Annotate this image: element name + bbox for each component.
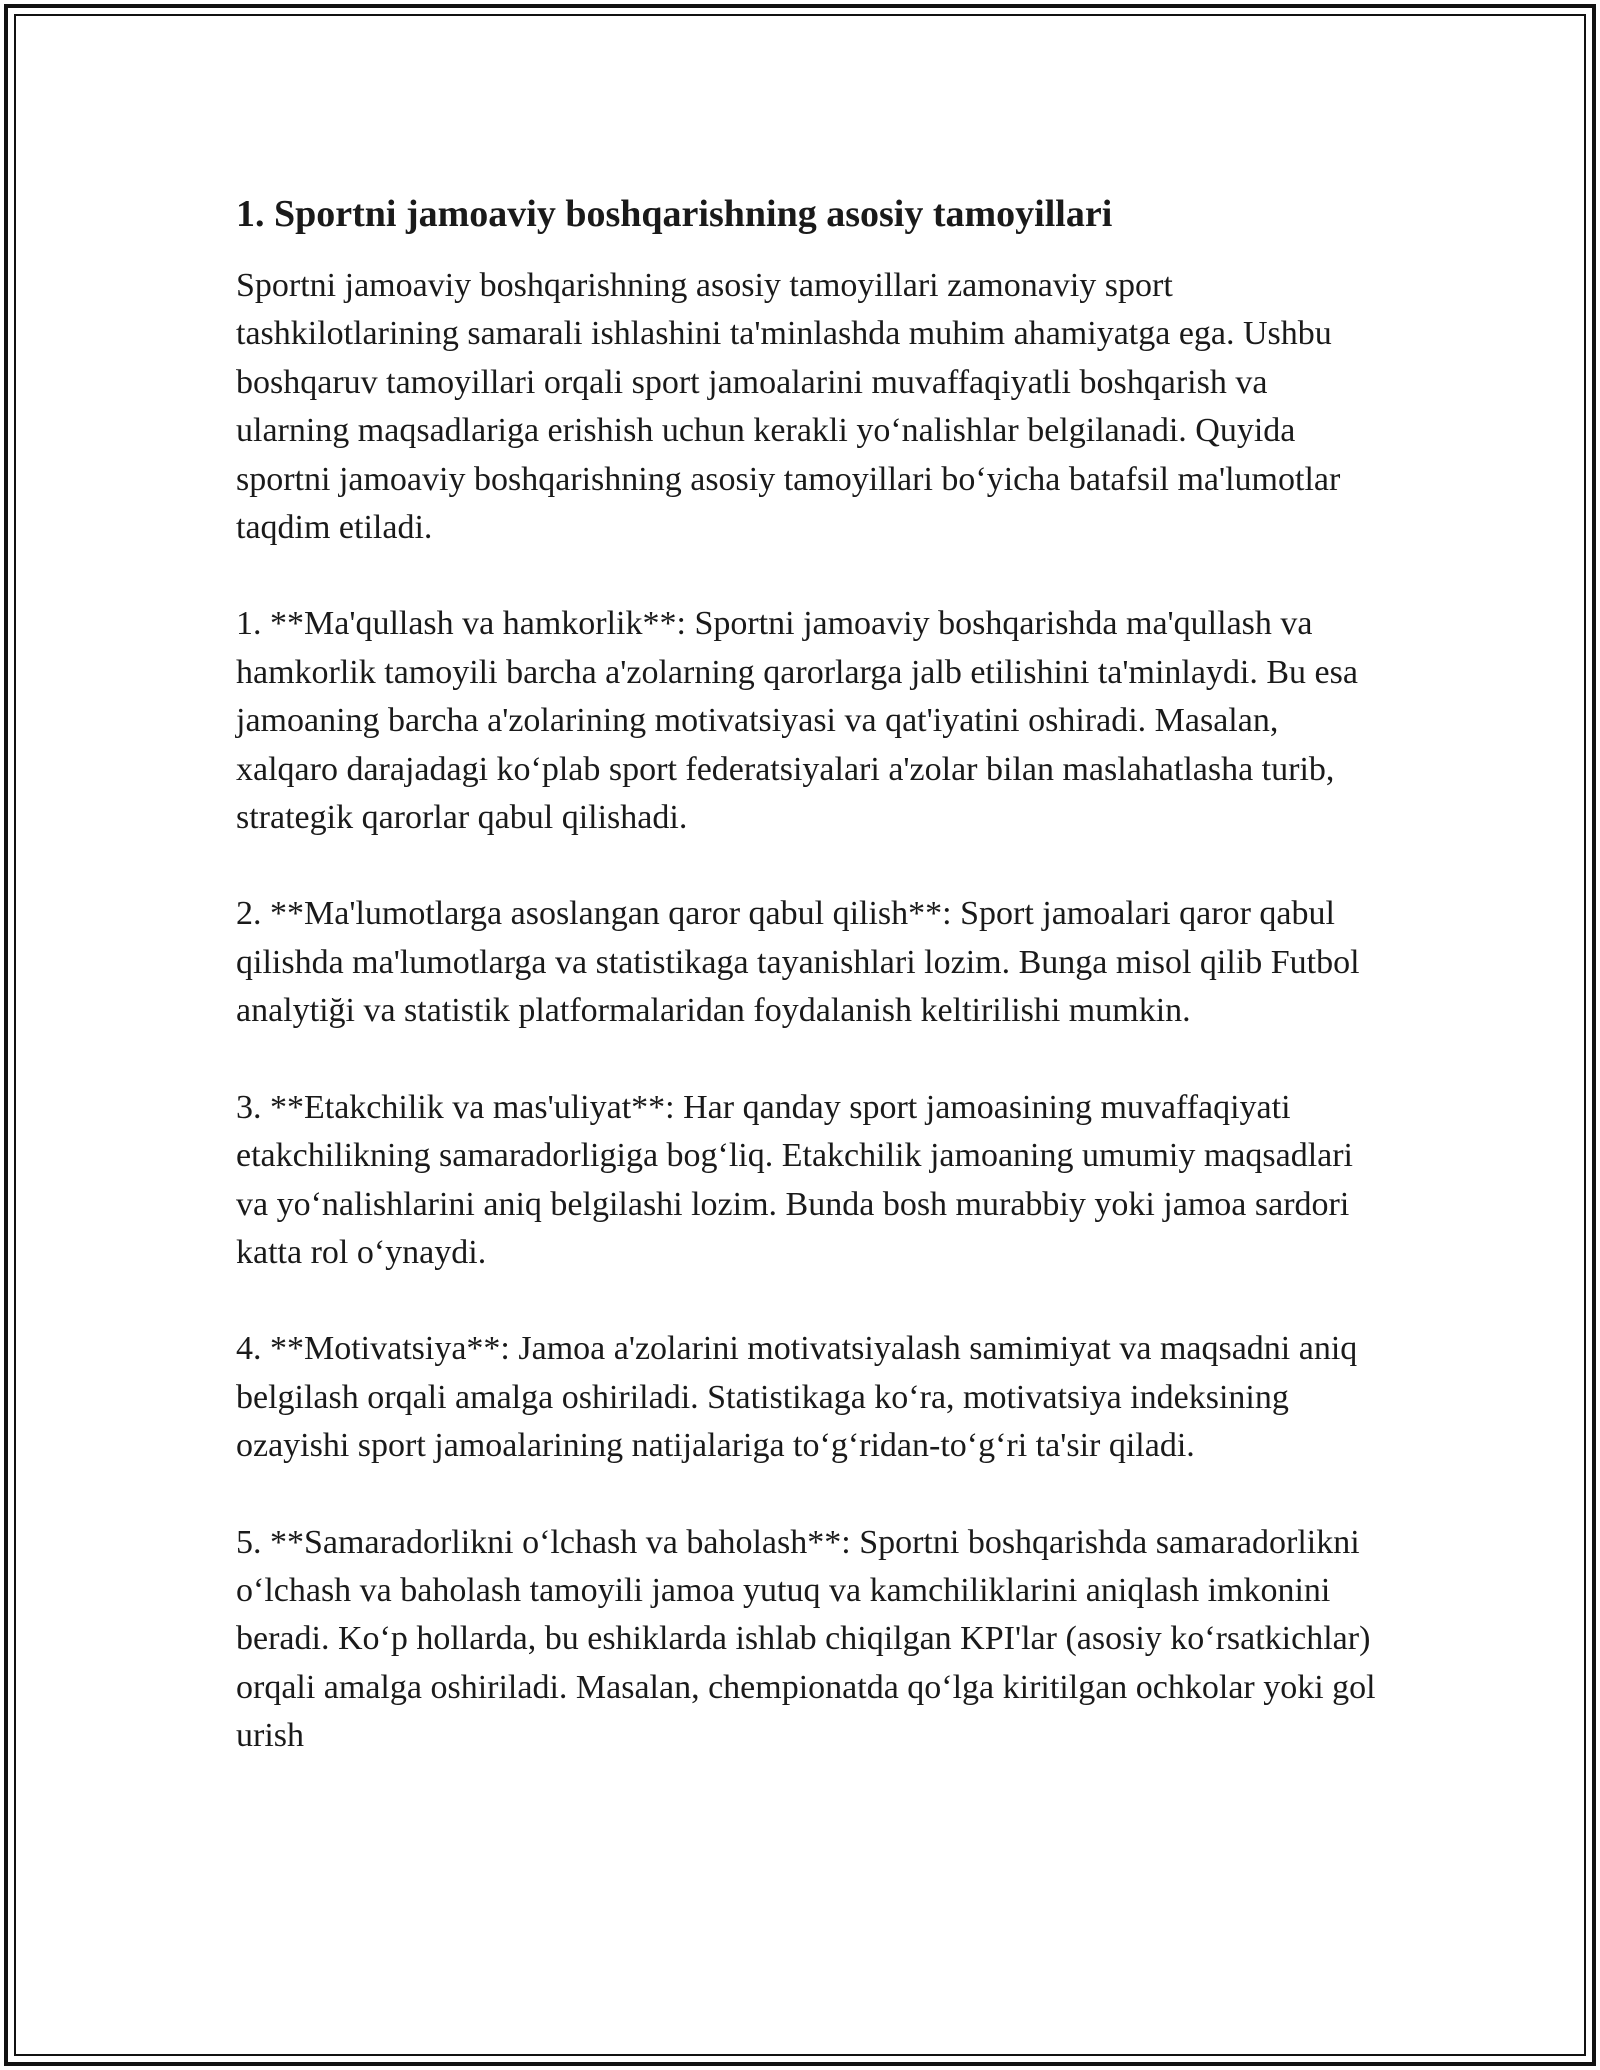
intro-paragraph: Sportni jamoaviy boshqarishning asosiy tamoyillari zamonaviy sport tashkilotlarining samarali ishlashini ta'minlashda muhim ahamiyatga ega. Ushbu boshqaruv tamoyillari orqali sport jamoalarini muvaffaqiyatli boshqarish va ularning maqsadlariga erishish uchun kerakli yo‘nalishlar belgilanadi. Quyida sportni jamoaviy boshqarishning asosiy tamoyillari bo‘yicha batafsil ma'lumotlar taqdim etiladi. [236,267,1341,547]
section-heading: 1. Sportni jamoaviy boshqarishning asosiy tamoyillari [236,193,1113,235]
principle-paragraph-4: 4. **Motivatsiya**: Jamoa a'zolarini motivatsiyalash samimiyat va maqsadni aniq belgilash orqali amalga oshiriladi. Statistikaga ko‘ra, motivatsiya indeksining ozayishi sport jamoalarining natijalariga to‘g‘ridan-to‘g‘ri ta'sir qiladi. [236,1330,1358,1465]
principle-paragraph-1: 1. **Ma'qullash va hamkorlik**: Sportni jamoaviy boshqarishda ma'qullash va hamkorlik tamoyili barcha a'zolarning qarorlarga jalb etilishini ta'minlaydi. Bu esa jamoaning barcha a'zolarining motivatsiyasi va qat'iyatini oshiradi. Masalan, xalqaro darajadagi ko‘plab sport federatsiyalari a'zolar bilan maslahatlasha turib, strategik qarorlar qabul qilishadi. [236,605,1358,837]
principle-paragraph-5: 5. **Samaradorlikni o‘lchash va baholash**: Sportni boshqarishda samaradorlikni o‘lchash va baholash tamoyili jamoa yutuq va kamchiliklarini aniqlash imkonini beradi. Ko‘p hollarda, bu eshiklarda ishlab chiqilgan KPI'lar (asosiy ko‘rsatkichlar) orqali amalga oshiriladi. Masalan, chempionatda qo‘lga kiritilgan ochkolar yoki gol urish [236,1523,1376,1755]
principle-paragraph-3: 3. **Etakchilik va mas'uliyat**: Har qanday sport jamoasining muvaffaqiyati etakchilikning samaradorligiga bog‘liq. Etakchilik jamoaning umumiy maqsadlari va yo‘nalishlarini aniq belgilashi lozim. Bunda bosh murabbiy yoki jamoa sardori katta rol o‘ynaydi. [236,1088,1354,1271]
principle-paragraph-2: 2. **Ma'lumotlarga asoslangan qaror qabul qilish**: Sport jamoalari qaror qabul qilishda ma'lumotlarga va statistikaga tayanishlari lozim. Bunga misol qilib Futbol analytiği va statistik platformalaridan foydalanish keltirilishi mumkin. [236,895,1360,1030]
document-body [236,186,1376,1809]
